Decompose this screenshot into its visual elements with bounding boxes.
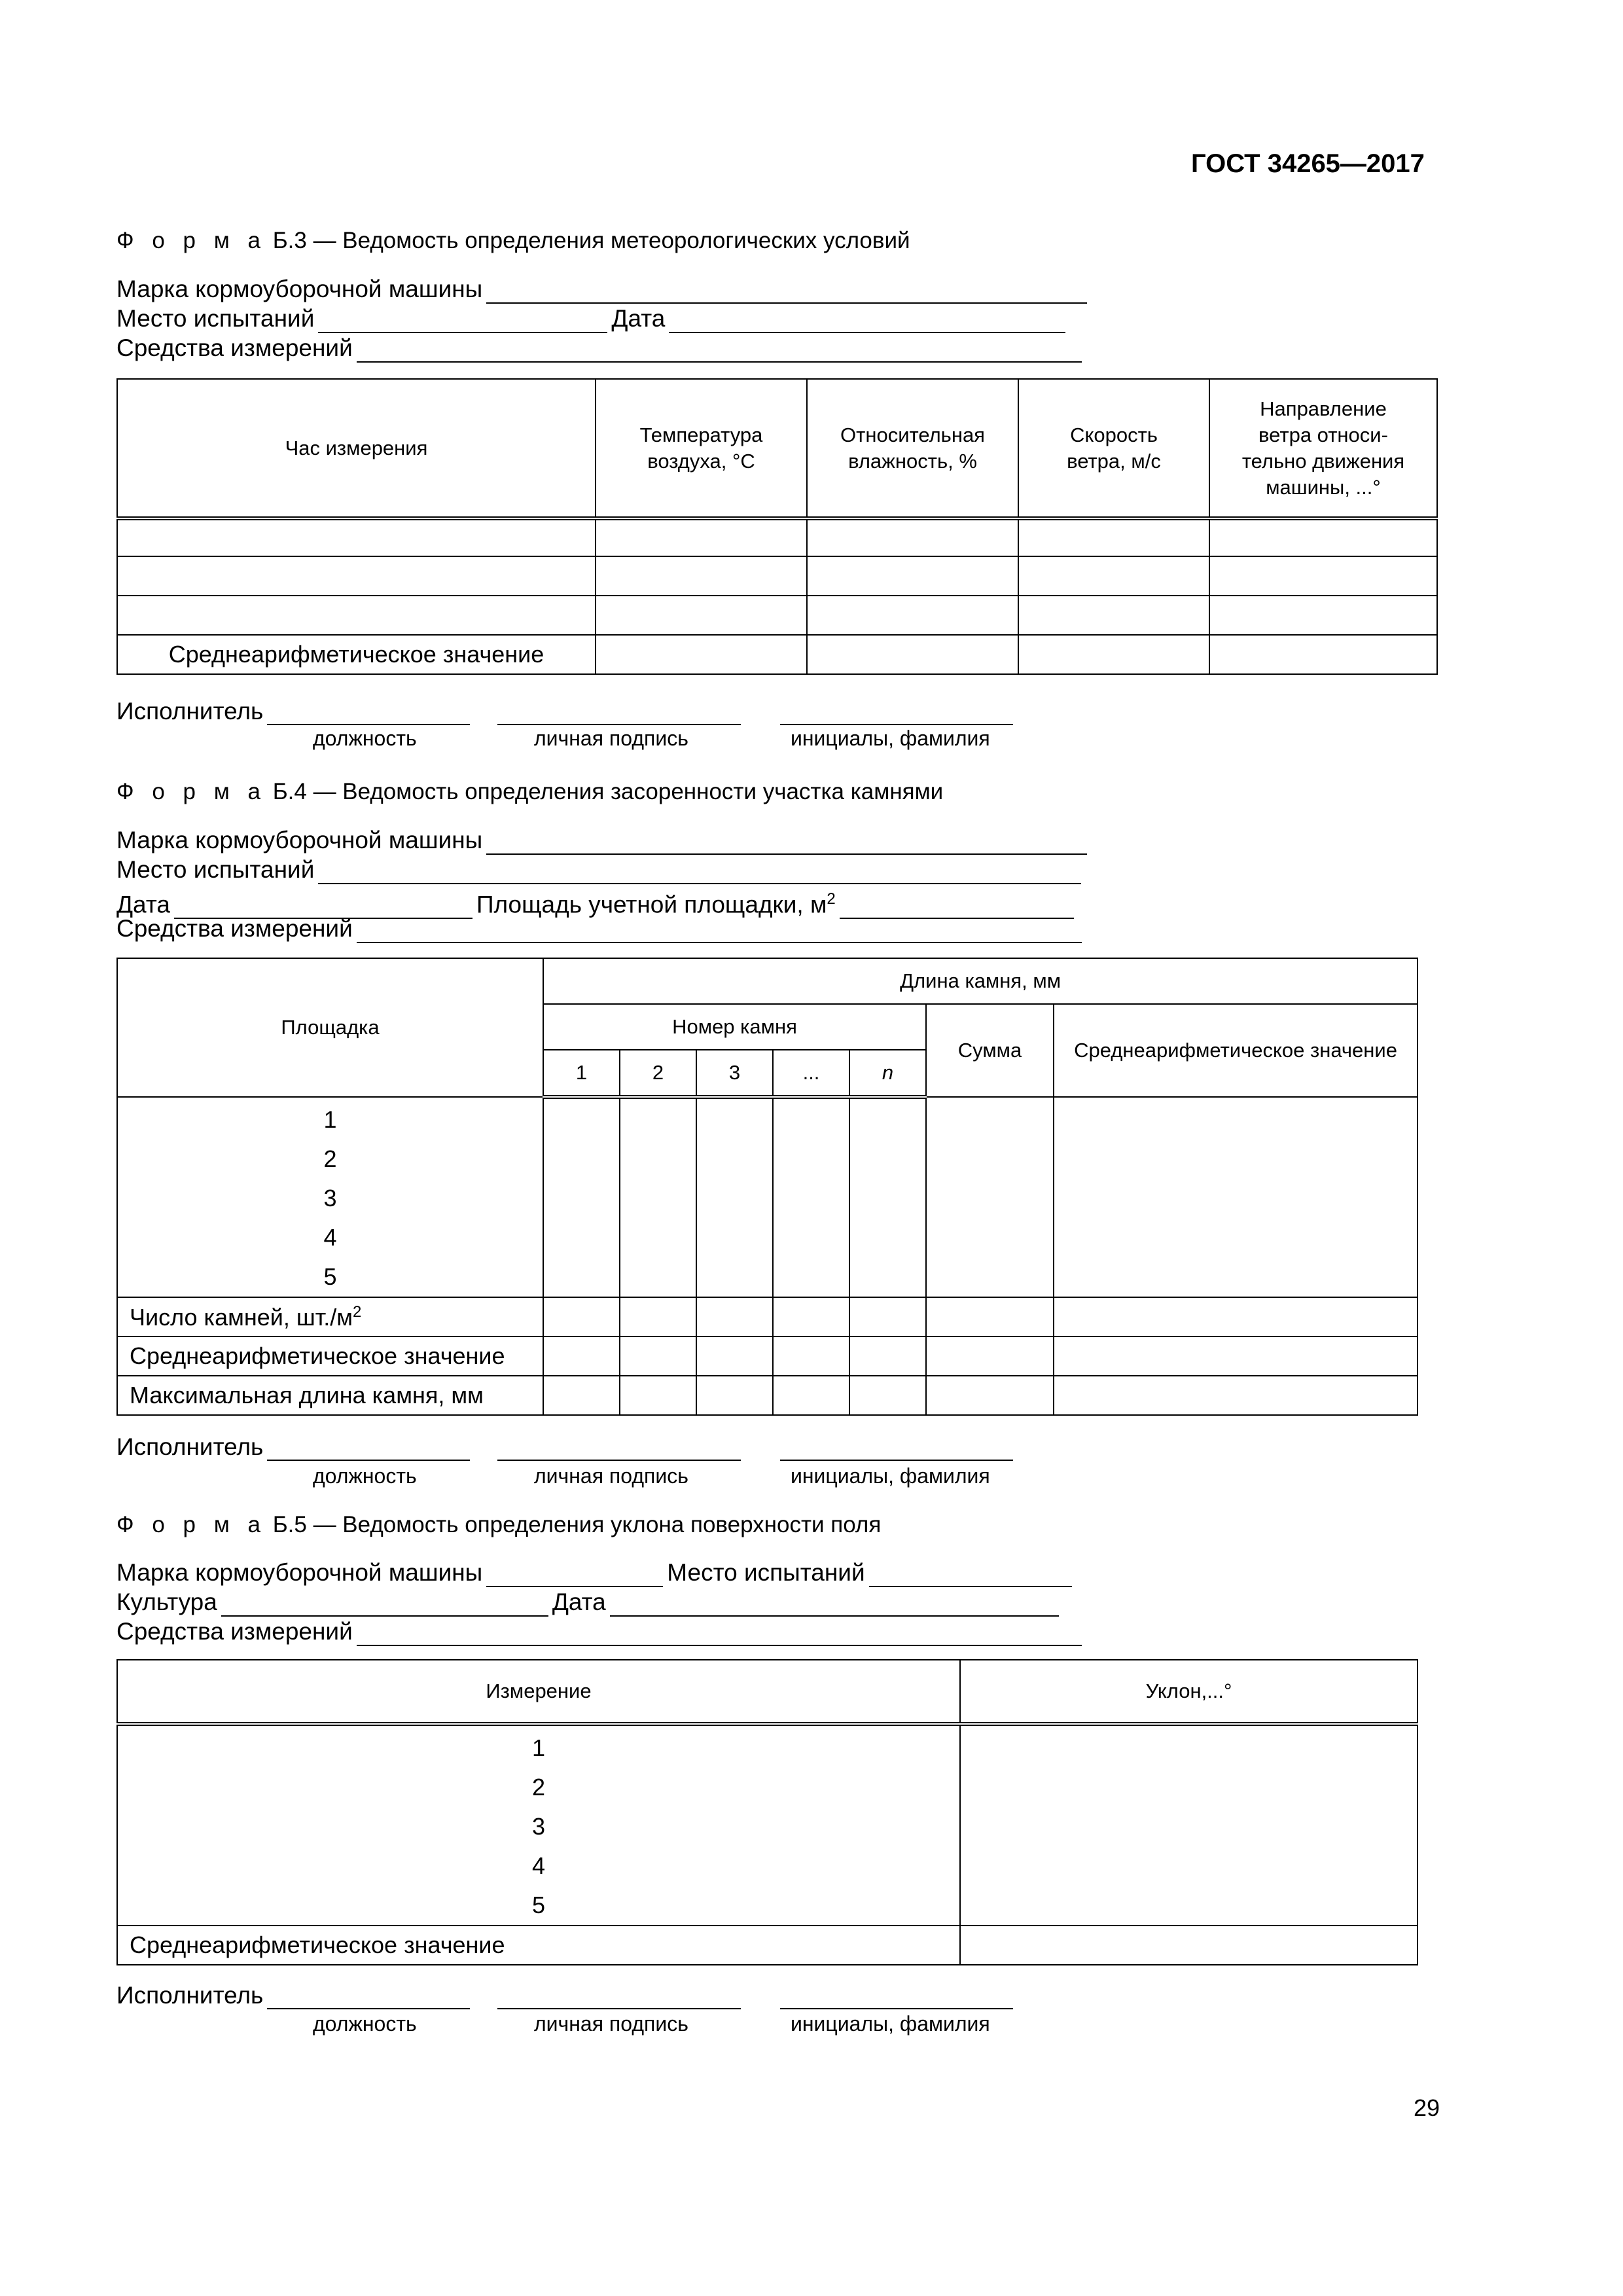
place-field[interactable]	[869, 1566, 1072, 1587]
table-row	[117, 1097, 1418, 1297]
date-label: Дата	[611, 305, 666, 332]
position-caption: должность	[313, 2012, 417, 2036]
executor-label: Исполнитель	[116, 1433, 264, 1460]
form-b3-title-text: Б.3 — Ведомость определения метеорологических условий	[266, 228, 910, 253]
name-caption: инициалы, фамилия	[791, 2012, 990, 2036]
document-number: ГОСТ 34265—2017	[1191, 149, 1425, 178]
brand-field[interactable]	[486, 834, 1087, 855]
place-field[interactable]	[318, 312, 607, 333]
form-b3-table	[116, 378, 1438, 675]
col-humidity: Относительная влажность, %	[807, 379, 1018, 518]
col-site: Площадка	[117, 958, 543, 1097]
table-row	[117, 635, 1437, 674]
form-b4-instruments-line	[116, 914, 1086, 943]
brand-label: Марка кормоуборочной машины	[116, 276, 483, 302]
stone-col-n: n	[849, 1050, 926, 1097]
col-stone-length: Длина камня, мм	[543, 958, 1418, 1004]
form-b4-brand-line	[116, 826, 1091, 855]
instruments-label: Средства измерений	[116, 915, 353, 942]
table-row	[117, 1724, 1418, 1926]
form-b4-title-text: Б.4 — Ведомость определения засоренности участка камнями	[266, 779, 944, 804]
stone-col-3: 3	[696, 1050, 773, 1097]
brand-field[interactable]	[486, 283, 1087, 304]
stone-col-1: 1	[543, 1050, 620, 1097]
place-label: Место испытаний	[667, 1559, 865, 1586]
position-caption: должность	[313, 726, 417, 750]
executor-line	[116, 1982, 1013, 2009]
brand-label: Марка кормоуборочной машины	[116, 827, 483, 853]
instruments-field[interactable]	[357, 922, 1082, 943]
form-b4-table	[116, 958, 1418, 1416]
area-unit-sup: 2	[827, 890, 836, 908]
instruments-field[interactable]	[357, 342, 1082, 363]
form-b3-prefix: Ф о р м а	[116, 228, 266, 253]
executor-label: Исполнитель	[116, 1982, 264, 2009]
mean-label: Среднеарифметическое значение	[117, 635, 596, 674]
executor-line	[116, 1433, 1013, 1461]
brand-label: Марка кормоуборочной машины	[116, 1559, 483, 1586]
col-sum: Сумма	[926, 1004, 1054, 1097]
place-label: Место испытаний	[116, 856, 315, 883]
signature-caption: личная подпись	[534, 2012, 688, 2036]
name-field[interactable]	[780, 704, 1013, 725]
crop-field[interactable]	[221, 1596, 548, 1617]
table-row	[117, 518, 1437, 556]
col-wind-direction: Направление ветра относи- тельно движения машины, ...°	[1209, 379, 1437, 518]
form-b5-table	[116, 1659, 1418, 1965]
max-length-label: Максимальная длина камня, мм	[117, 1376, 543, 1415]
instruments-label: Средства измерений	[116, 1618, 353, 1645]
executor-label: Исполнитель	[116, 698, 264, 725]
position-field[interactable]	[267, 1440, 470, 1461]
form-b4-title	[116, 779, 943, 805]
name-field[interactable]	[780, 1988, 1013, 2009]
col-wind-speed: Скорость ветра, м/с	[1018, 379, 1209, 518]
date-label: Дата	[116, 891, 170, 918]
executor-line	[116, 698, 1013, 725]
crop-label: Культура	[116, 1588, 217, 1615]
form-b5-prefix: Ф о р м а	[116, 1512, 266, 1537]
form-b4-place-line	[116, 855, 1085, 884]
col-mean: Среднеарифметическое значение	[1054, 1004, 1418, 1097]
page-number: 29	[1414, 2094, 1440, 2121]
name-field[interactable]	[780, 1440, 1013, 1461]
form-b4-date-line	[116, 885, 1078, 918]
site-numbers: 1 2 3 4 5	[117, 1097, 543, 1297]
signature-caption: личная подпись	[534, 726, 688, 750]
place-field[interactable]	[318, 863, 1081, 884]
mean-label: Среднеарифметическое значение	[117, 1926, 960, 1965]
form-b4-prefix: Ф о р м а	[116, 779, 266, 804]
name-caption: инициалы, фамилия	[791, 1464, 990, 1488]
date-label: Дата	[552, 1588, 606, 1615]
signature-field[interactable]	[497, 1440, 741, 1461]
instruments-field[interactable]	[357, 1625, 1082, 1646]
position-field[interactable]	[267, 1988, 470, 2009]
col-measurement: Измерение	[117, 1660, 960, 1724]
form-b3-place-line	[116, 304, 1069, 333]
stone-count-label: Число камней, $шт./м^2$	[117, 1297, 543, 1336]
col-slope: Уклон,...°	[960, 1660, 1418, 1724]
position-caption: должность	[313, 1464, 417, 1488]
table-row	[117, 596, 1437, 635]
date-field[interactable]	[669, 312, 1065, 333]
mean-label: Среднеарифметическое значение	[117, 1336, 543, 1376]
table-row	[117, 1297, 1418, 1336]
date-field[interactable]	[610, 1596, 1059, 1617]
table-row	[117, 1376, 1418, 1415]
table-row	[117, 1926, 1418, 1965]
stone-col-2: 2	[620, 1050, 696, 1097]
form-b5-title	[116, 1512, 881, 1538]
measurement-numbers: 1 2 3 4 5	[117, 1724, 960, 1926]
signature-field[interactable]	[497, 704, 741, 725]
form-b3-brand-line	[116, 275, 1091, 304]
form-b5-brand-line	[116, 1558, 1076, 1587]
position-field[interactable]	[267, 704, 470, 725]
brand-field[interactable]	[486, 1566, 663, 1587]
col-stone-number: Номер камня	[543, 1004, 926, 1050]
form-b5-instruments-line	[116, 1617, 1086, 1646]
col-temperature: Температура воздуха, °С	[596, 379, 807, 518]
form-b5-title-text: Б.5 — Ведомость определения уклона поверхности поля	[266, 1512, 882, 1537]
signature-caption: личная подпись	[534, 1464, 688, 1488]
table-row	[117, 556, 1437, 596]
name-caption: инициалы, фамилия	[791, 726, 990, 750]
area-label: Площадь учетной площадки, м	[476, 891, 827, 918]
table-row	[117, 1336, 1418, 1376]
place-label: Место испытаний	[116, 305, 315, 332]
form-b3-instruments-line	[116, 334, 1086, 363]
stone-col-ellipsis: ...	[773, 1050, 849, 1097]
col-hour: Час измерения	[117, 379, 596, 518]
form-b3-title	[116, 228, 910, 254]
signature-field[interactable]	[497, 1988, 741, 2009]
form-b5-crop-line	[116, 1588, 1063, 1617]
instruments-label: Средства измерений	[116, 334, 353, 361]
